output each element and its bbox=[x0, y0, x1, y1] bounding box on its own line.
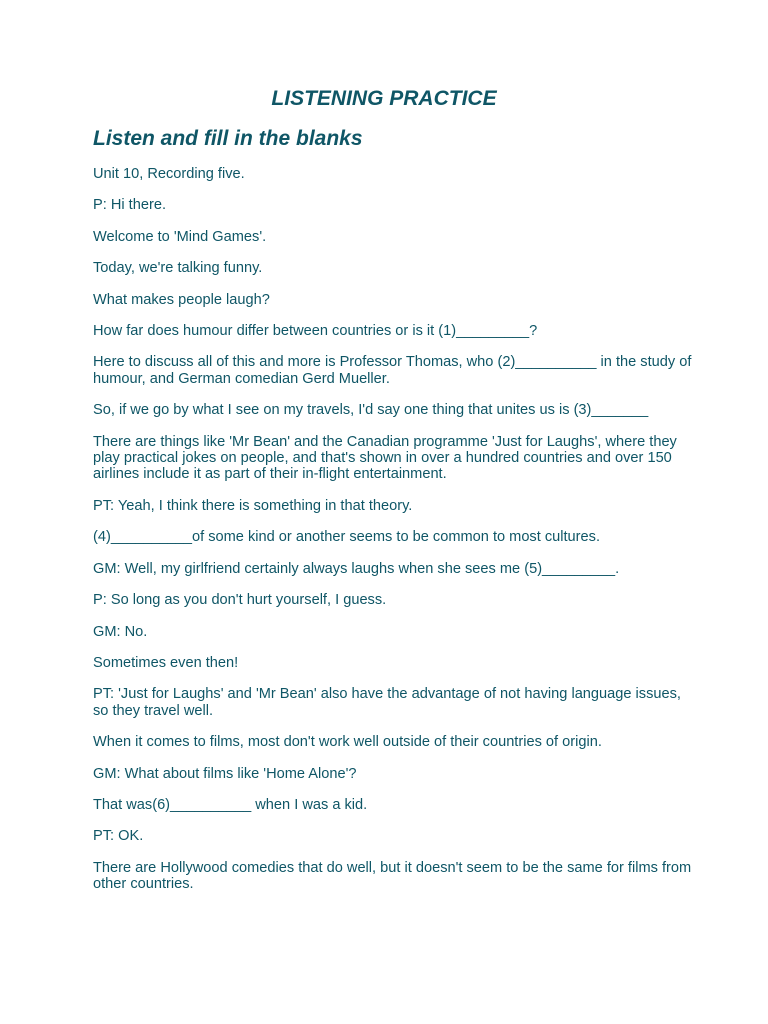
paragraph: What makes people laugh? bbox=[93, 291, 270, 308]
paragraph: Unit 10, Recording five. bbox=[93, 166, 245, 182]
paragraph: How far does humour differ between countries or is it (1)_________? bbox=[93, 323, 538, 340]
paragraph: There are Hollywood comedies that do well, but it doesn't seem to be the same for films from other countries. bbox=[93, 859, 692, 893]
paragraph: GM: Well, my girlfriend certainly always laughs when she sees me (5)_________. bbox=[93, 560, 620, 577]
paragraph: PT: Yeah, I think there is something in that theory. bbox=[93, 497, 413, 514]
paragraph: Sometimes even then! bbox=[93, 654, 239, 671]
paragraph: Here to discuss all of this and more is Professor Thomas, who (2)__________ in the study of humour, and German comedian Gerd Mueller. bbox=[93, 354, 692, 387]
paragraph: P: So long as you don't hurt yourself, I guess. bbox=[93, 592, 387, 609]
paragraph: GM: What about films like 'Home Alone'? bbox=[93, 765, 357, 782]
paragraph: PT: 'Just for Laughs' and 'Mr Bean' also have the advantage of not having language issues, so they travel well. bbox=[93, 686, 681, 719]
paragraph: P: Hi there. bbox=[93, 197, 166, 214]
paragraph: Welcome to 'Mind Games'. bbox=[93, 228, 267, 245]
page-title: LISTENING PRACTICE bbox=[271, 87, 497, 110]
paragraph: So, if we go by what I see on my travels, I'd say one thing that unites us is (3)_______ bbox=[93, 402, 649, 419]
paragraph: (4)__________of some kind or another seems to be common to most cultures. bbox=[93, 529, 600, 546]
paragraph: GM: No. bbox=[93, 623, 148, 640]
paragraph: When it comes to films, most don't work well outside of their countries of origin. bbox=[93, 734, 602, 751]
paragraph: Today, we're talking funny. bbox=[93, 260, 263, 277]
paragraph: There are things like 'Mr Bean' and the Canadian programme 'Just for Laughs', where they play practical jokes on people, and that's shown in over a hundred countries and over 150 airlines include it as part of their in-flight entertainment. bbox=[93, 433, 677, 483]
transcript-body bbox=[93, 166, 693, 908]
paragraph: PT: OK. bbox=[93, 828, 144, 845]
page-subtitle: Listen and fill in the blanks bbox=[93, 127, 363, 150]
paragraph: That was(6)__________ when I was a kid. bbox=[93, 796, 368, 813]
